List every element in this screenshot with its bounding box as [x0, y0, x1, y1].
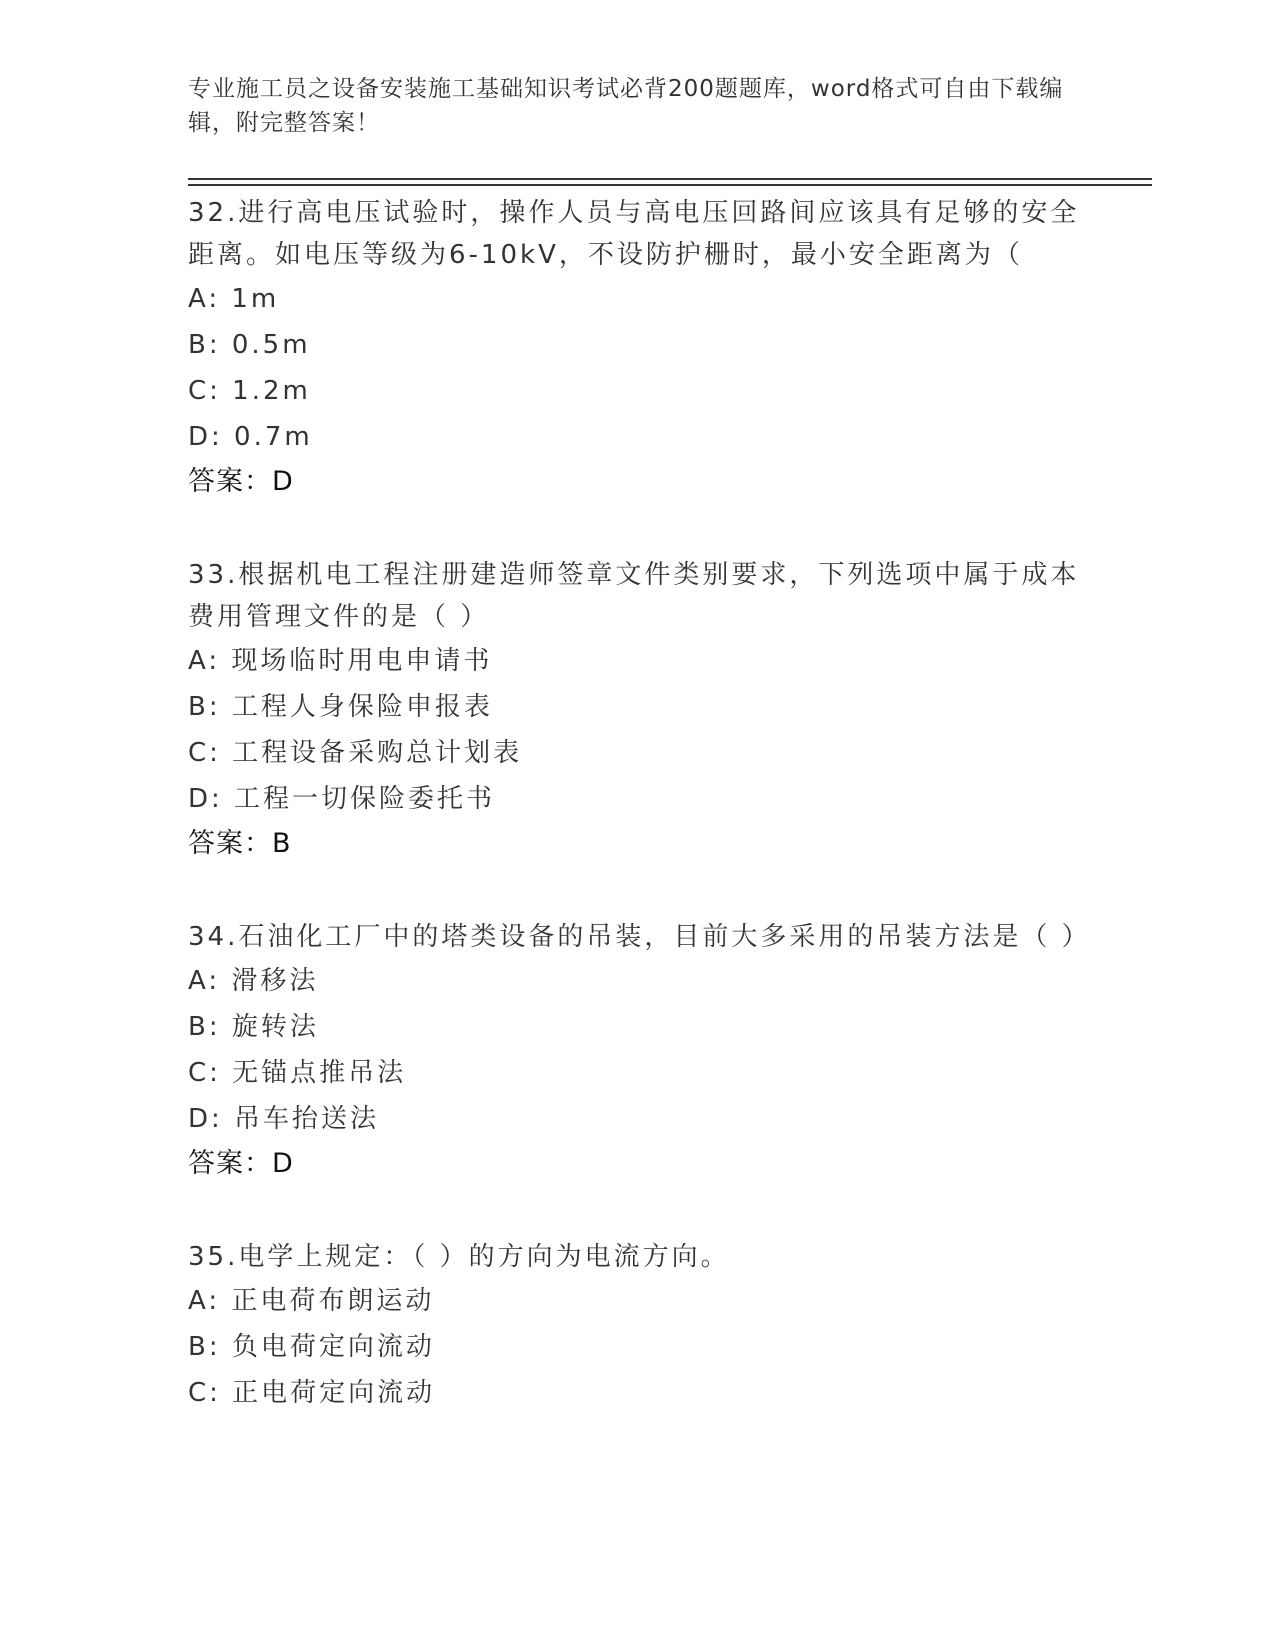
option-a: A: 现场临时用电申请书 [188, 646, 493, 676]
option-c: C: 无锚点推吊法 [188, 1058, 407, 1088]
option-b: B: 工程人身保险申报表 [188, 692, 493, 722]
question-text: 35.电学上规定：（ ）的方向为电流方向。 [188, 1242, 730, 1272]
option-b: B: 0.5m [188, 330, 311, 360]
option-a: A: 正电荷布朗运动 [188, 1286, 435, 1316]
question-text: 33.根据机电工程注册建造师签章文件类别要求，下列选项中属于成本费用管理文件的是（ ） [188, 560, 1080, 632]
answer: 答案：B [188, 828, 292, 859]
question-35 [188, 1234, 1088, 1416]
question-text: 32.进行高电压试验时，操作人员与高电压回路间应该具有足够的安全距离。如电压等级为6-10kV，不设防护栅时，最小安全距离为（ [188, 198, 1080, 270]
option-b: B: 旋转法 [188, 1012, 319, 1042]
header-divider-top [188, 178, 1152, 180]
question-32 [188, 190, 1088, 504]
question-text: 34.石油化工厂中的塔类设备的吊装，目前大多采用的吊装方法是（ ） [188, 922, 1091, 952]
question-33 [188, 552, 1088, 866]
option-c: C: 1.2m [188, 376, 311, 406]
answer: 答案：D [188, 1148, 294, 1179]
option-d: D: 工程一切保险委托书 [188, 784, 496, 814]
option-b: B: 负电荷定向流动 [188, 1332, 435, 1362]
option-a: A: 滑移法 [188, 966, 319, 996]
option-a: A: 1m [188, 284, 280, 314]
header-divider-bottom [188, 184, 1152, 186]
question-list [188, 190, 1091, 1416]
answer: 答案：D [188, 466, 294, 497]
option-d: D: 吊车抬送法 [188, 1104, 380, 1134]
document-header: 专业施工员之设备安装施工基础知识考试必背200题题库，word格式可自由下载编辑，附完整答案！ [188, 76, 1064, 136]
option-d: D: 0.7m [188, 422, 313, 452]
option-c: C: 正电荷定向流动 [188, 1378, 436, 1408]
question-34 [188, 914, 1091, 1186]
option-c: C: 工程设备采购总计划表 [188, 738, 523, 768]
